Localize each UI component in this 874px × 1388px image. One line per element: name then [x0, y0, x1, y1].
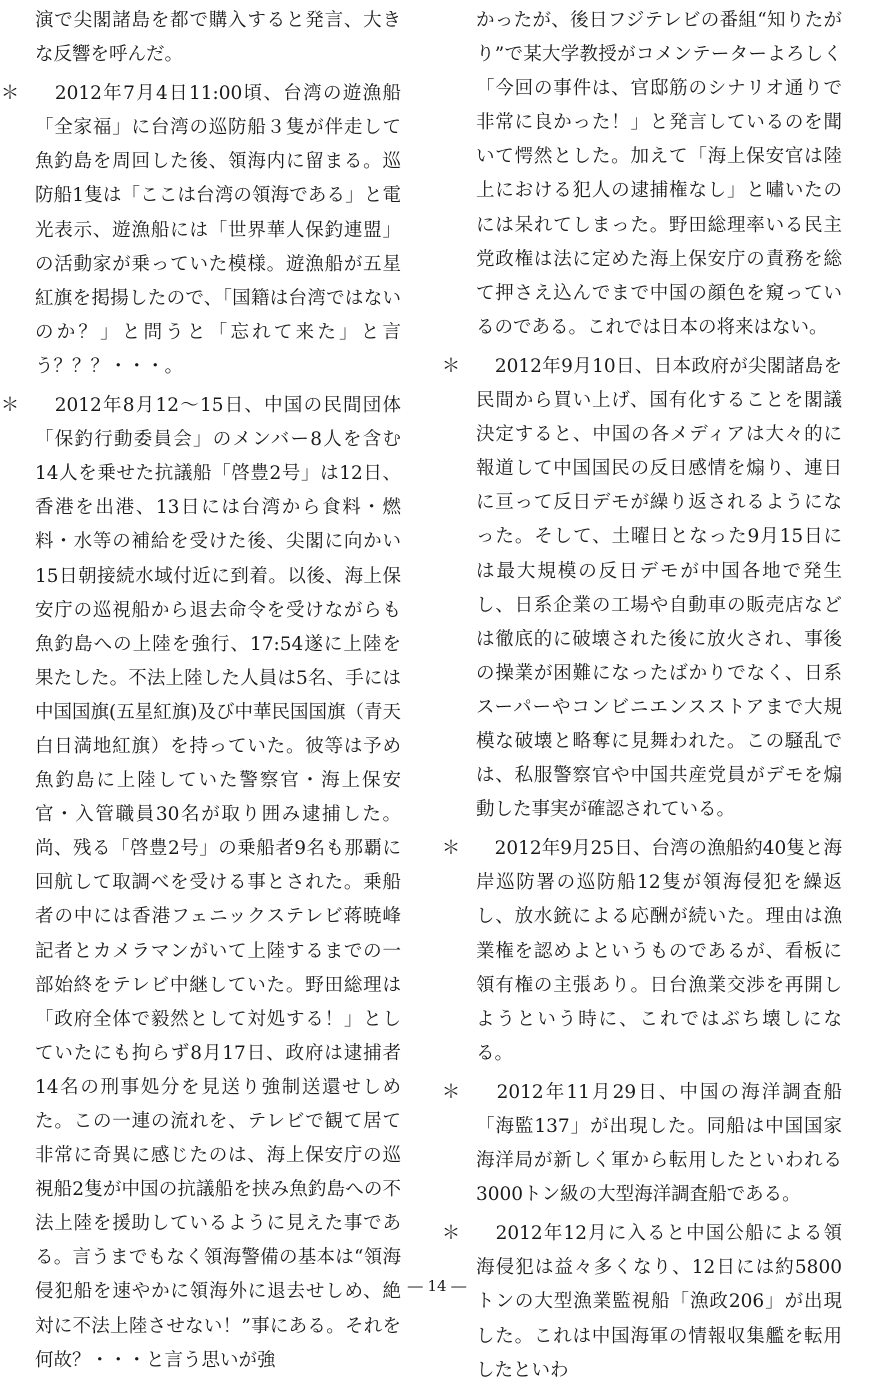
asterisk-bullet-icon: ＊ — [0, 83, 20, 105]
bullet-item-fishery-patrol-ship — [441, 1217, 842, 1387]
bullet-item-nationalization — [441, 350, 842, 827]
left-column — [0, 0, 401, 1378]
item-text: 2012年11月29日、中国の海洋調査船「海監137」が出現した。同船は中国国家海洋局が新しく軍から転用したといわれる3000トン級の大型海洋調査船である。 — [476, 1081, 842, 1206]
item-text: 2012年8月12〜15日、中国の民間団体「保釣行動委員会」のメンバー8人を含む14人を乗せた抗議船「啓豊2号」は12日、香港を出港、13日には台湾から食料・燃料・水等の補給を受けた後、尖閣に向かい15日朝接続水域付近に到着。以後、海上保安庁の巡視船から退去命令を受けながらも魚釣島への上陸を強行、17:54遂に上陸を果たした。不法上陸した人員は5名、手には中国国旗(五星紅旗)及び中華民国国旗（青天白日満地紅旗）を持っていた。彼等は予め魚釣島に上陸していた警察官・海上保安官・入管職員30名が取り囲み逮捕した。尚、残る「啓豊2号」の乗船者9名も那覇に回航して取調べを受ける事とされた。乗船者の中には香港フェニックステレビ蒋暁峰記者とカメラマンがいて上陸するまでの一部始終をテレビ中継していた。野田総理は「政府全体で毅然として対処する！」としていたにも拘らず8月17日、政府は逮捕者14名の刑事処分を見送り強制送還せしめた。この一連の流れを、テレビで観て居て非常に奇異に感じたのは、海上保安庁の巡視船2隻が中国の抗議船を挟み魚釣島への不法上陸を援助しているように見えた事である。言うまでもなく領海警備の基本は“領海侵犯船を速やかに領海外に退去せしめ、絶対に不法上陸させない！”事にある。それを何故？・・・と言う思いが強 — [35, 395, 401, 1371]
asterisk-bullet-icon: ＊ — [441, 838, 461, 860]
right-continuation-paragraph: かったが、後日フジテレビの番組“知りたがり”で某大学教授がコメンテーターよろしく「今回の事件は、官邸筋のシナリオ通りで非常に良かった！」と発言しているのを聞いて愕然とした。加えて「海上保安官は陸上における犯人の逮捕権なし」と嘯いたのには呆れてしまった。野田総理率いる民主党政権は法に定めた海上保安庁の責務を総て押さえ込んでまで中国の顔色を窺っているのである。これでは日本の将来はない。 — [476, 10, 842, 338]
bullet-item-taiwan-fishing-boats — [441, 832, 842, 1071]
right-column — [441, 0, 842, 1388]
asterisk-bullet-icon: ＊ — [441, 355, 461, 377]
bullet-item-hong-kong-protest-boat — [0, 389, 401, 1378]
item-text: 2012年9月10日、日本政府が尖閣諸島を民間から買い上げ、国有化することを閣議決定すると、中国の各メディアは大々的に報道して中国国民の反日感情を煽り、連日に亘って反日デモが繰り返されるようになった。そして、土曜日となった9月15日には最大規模の反日デモが中国各地で発生し、日系企業の工場や自動車の販売店などは徹底的に破壊された後に放火され、事後の操業が困難になったばかりでなく、日系スーパーやコンビニエンスストアまで大規模な破壊と略奪に見舞われた。この騒乱では、私服警察官や中国共産党員がデモを煽動した事実が確認されている。 — [476, 355, 842, 821]
bullet-item-taiwan-boat — [0, 77, 401, 384]
asterisk-bullet-icon: ＊ — [0, 395, 20, 417]
asterisk-bullet-icon: ＊ — [441, 1223, 461, 1245]
item-text: 2012年9月25日、台湾の漁船約40隻と海岸巡防署の巡防船12隻が領海侵犯を繰返し、放水銃による応酬が続いた。理由は漁業権を認めよというものであるが、看板に領有権の主張あり。日台漁業交渉を再開しようという時に、これではぶち壊しになる。 — [476, 838, 842, 1064]
bullet-item-survey-ship — [441, 1076, 842, 1212]
page-number: ― 14 ― — [407, 1277, 467, 1295]
left-continuation-paragraph: 演で尖閣諸島を都で購入すると発言、大きな反響を呼んだ。 — [35, 10, 401, 66]
asterisk-bullet-icon: ＊ — [441, 1081, 461, 1103]
item-text: 2012年7月4日11:00頃、台湾の遊漁船「全家福」に台湾の巡防船３隻が伴走して魚釣島を周回した後、領海内に留まる。巡防船1隻は「ここは台湾の領海である」と電光表示、遊漁船には「世界華人保釣連盟」の活動家が乗っていた模様。遊漁船が五星紅旗を掲揚したので、「国籍は台湾ではないのか？」と問うと「忘れて来た」と言う？？？・・・。 — [35, 83, 401, 377]
item-text: 2012年12月に入ると中国公船による領海侵犯は益々多くなり、12日には約5800トンの大型漁業監視船「漁政206」が出現した。これは中国海軍の情報収集艦を転用したといわ — [476, 1223, 842, 1381]
